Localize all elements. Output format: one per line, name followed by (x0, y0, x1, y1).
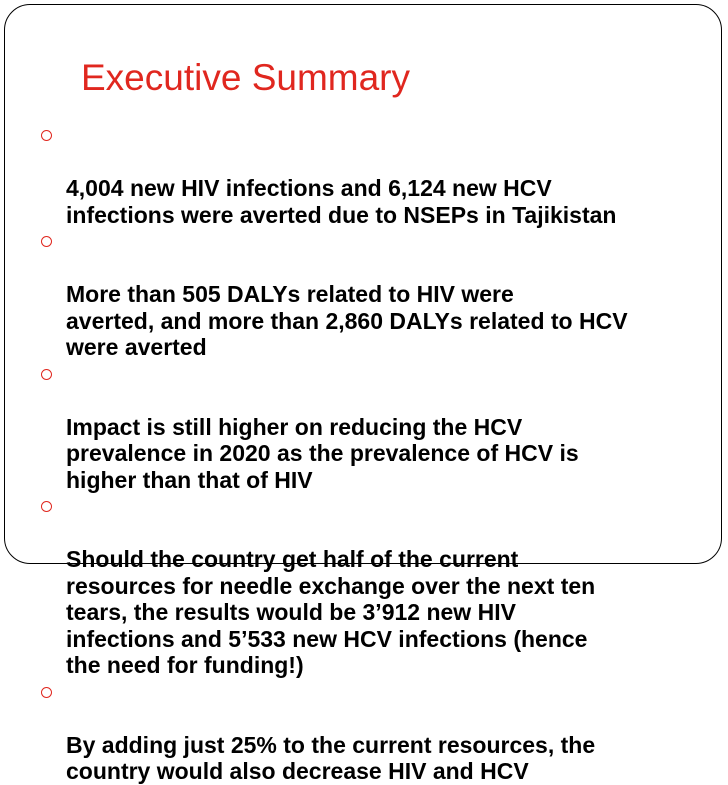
bullet-item (41, 679, 713, 785)
bullet-list (41, 122, 713, 785)
bullet-text: By adding just 25% to the current resources, the country would also decrease HIV and HCV (66, 731, 596, 784)
slide-title: Executive Summary (81, 57, 410, 98)
bullet-text: Should the country get half of the current resources for needle exchange over the next ten tears, the results would be 3’912 new HIV infections and 5’533 new HCV infections (hence the need for funding!) (66, 546, 596, 678)
circle-bullet-icon (41, 130, 52, 141)
circle-bullet-icon (41, 369, 52, 380)
bullet-text: 4,004 new HIV infections and 6,124 new HCV infections were averted due to NSEPs in Tajikistan (66, 175, 617, 228)
bullet-item (41, 493, 713, 679)
bullet-text: More than 505 DALYs related to HIV were averted, and more than 2,860 DALYs related to HCV were averted (66, 281, 628, 360)
bullet-item (41, 228, 713, 361)
bullet-item (41, 122, 713, 228)
slide-frame (4, 4, 722, 784)
circle-bullet-icon (41, 687, 52, 698)
bullet-item (41, 361, 713, 494)
circle-bullet-icon (41, 501, 52, 512)
bullet-text: Impact is still higher on reducing the HCV prevalence in 2020 as the prevalence of HCV is higher than that of HIV (66, 413, 579, 493)
circle-bullet-icon (41, 236, 52, 247)
